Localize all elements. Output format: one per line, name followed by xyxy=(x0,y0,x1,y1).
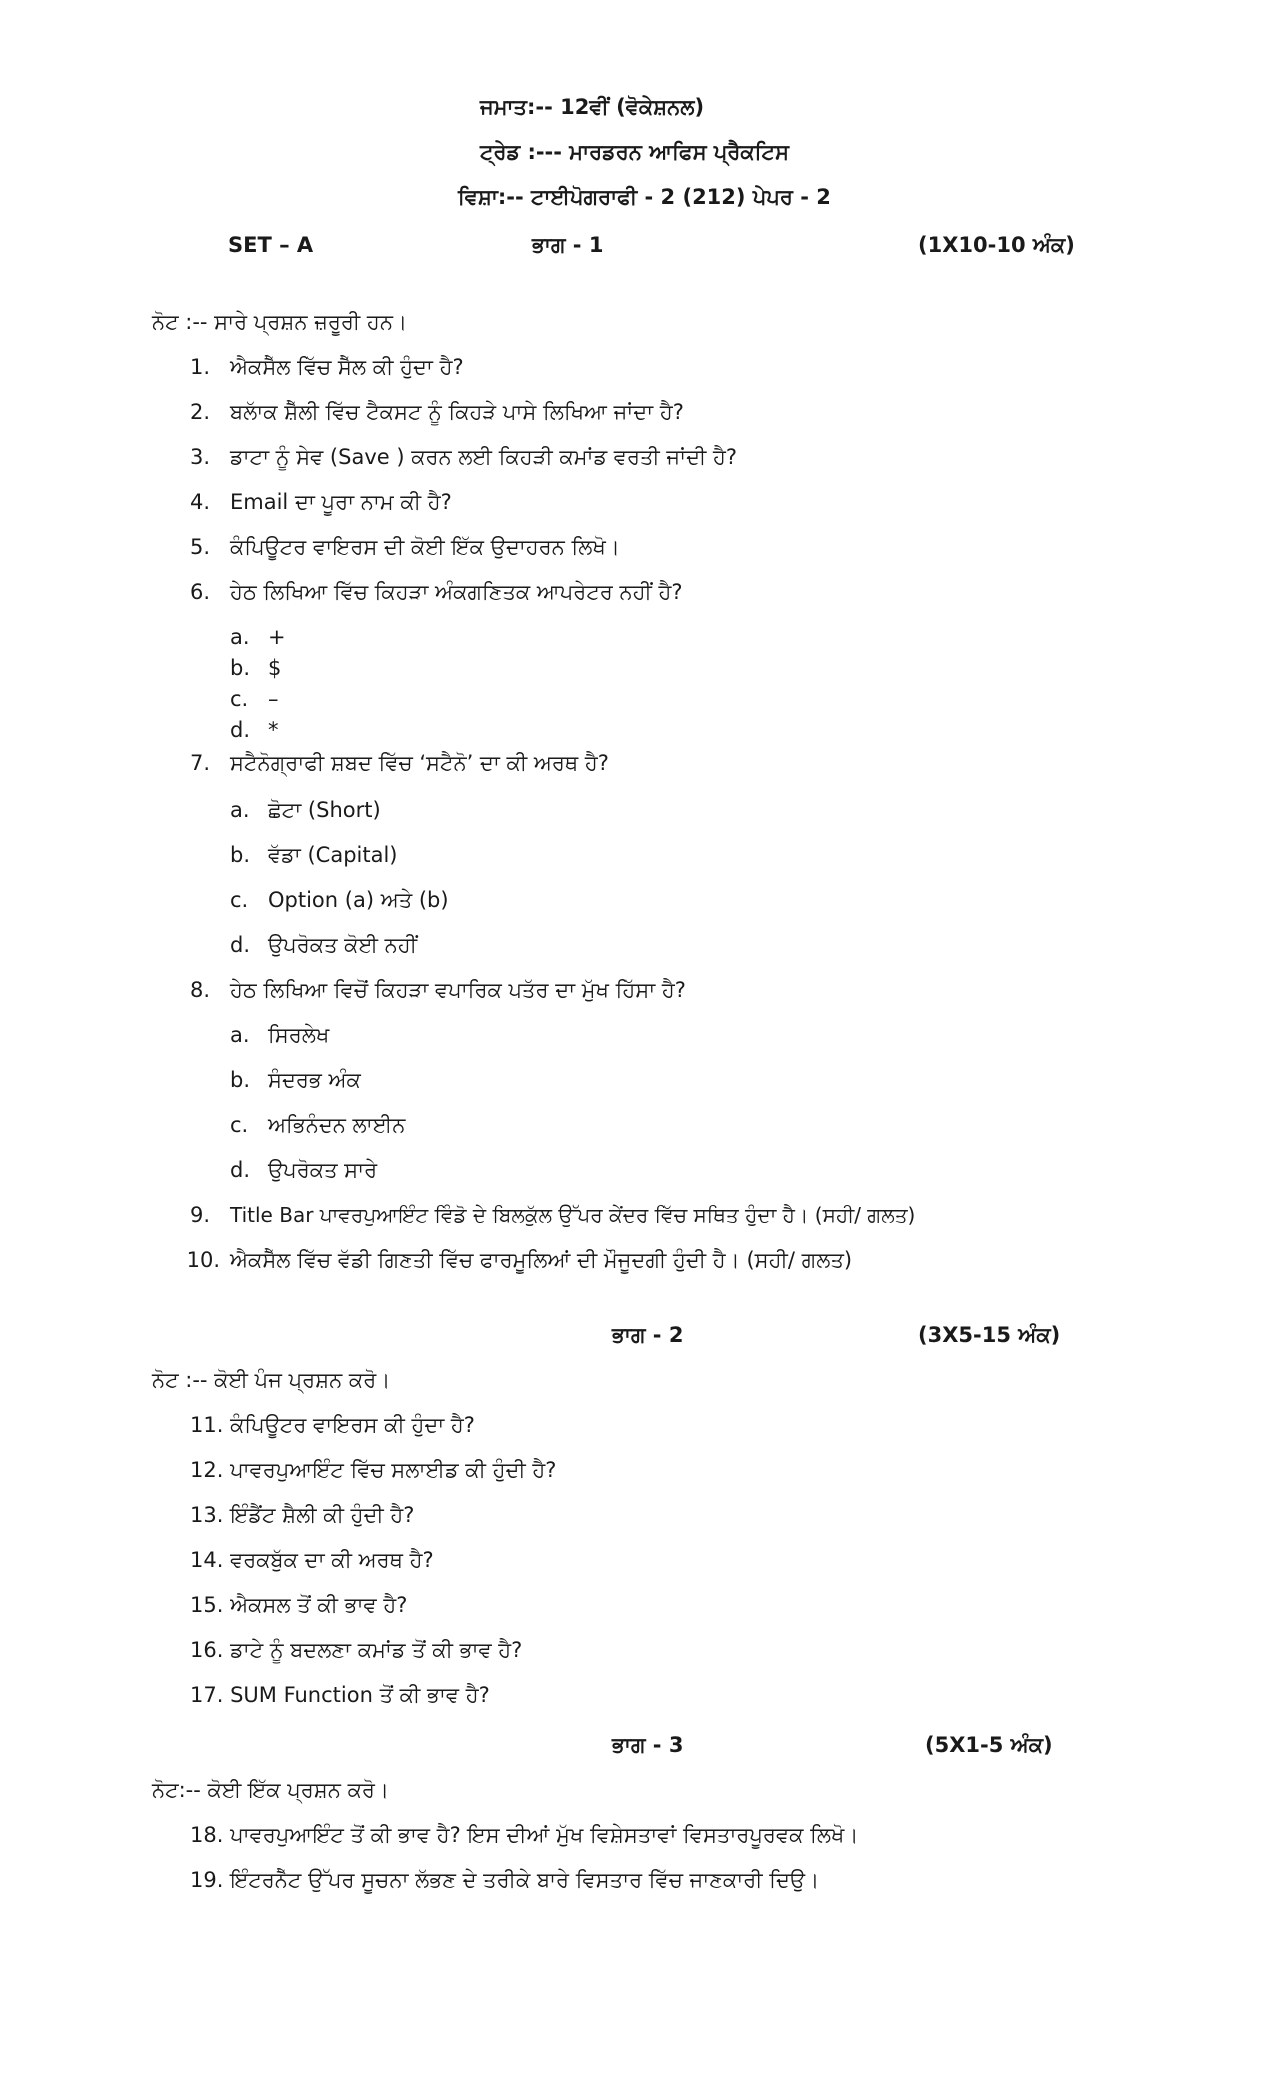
question-item: 19. ਇੰਟਰਨੈੱਟ ਉੱਪਰ ਸੂਚਨਾ ਲੱਭਣ ਦੇ ਤਰੀਕੇ ਬਾਰੇ ਵਿਸਤਾਰ ਵਿੱਚ ਜਾਣਕਾਰੀ ਦਿਉ। xyxy=(190,1868,820,1892)
option-text: ਅਭਿਨੰਦਨ ਲਾਈਨ xyxy=(268,1113,406,1137)
option-text: Option (a) ਅਤੇ (b) xyxy=(268,888,449,912)
option-text: * xyxy=(268,718,279,742)
question-text: Title Bar ਪਾਵਰਪੁਆਇੰਟ ਵਿੰਡੋ ਦੇ ਬਿਲਕੁੱਲ ਉੱਪਰ ਕੇਂਦਰ ਵਿੱਚ ਸਥਿਤ ਹੁੰਦਾ ਹੈ। (ਸਹੀ/ ਗਲਤ) xyxy=(230,1203,916,1227)
question-number: 8. xyxy=(189,978,210,1002)
question-item: 12. ਪਾਵਰਪੁਆਇੰਟ ਵਿੱਚ ਸਲਾਈਡ ਕੀ ਹੁੰਦੀ ਹੈ? xyxy=(190,1458,557,1482)
subject-line: ਵਿਸ਼ਾ:-- ਟਾਈਪੋਗਰਾਫੀ - 2 (212) ਪੇਪਰ - 2 xyxy=(458,185,831,209)
option-label: b. xyxy=(230,1068,251,1092)
question-text: ਹੇਠ ਲਿਖਿਆ ਵਿੱਚ ਕਿਹੜਾ ਅੰਕਗਣਿਤਕ ਆਪਰੇਟਰ ਨਹੀਂ ਹੈ? xyxy=(230,580,683,604)
question-text: ਸਟੈਨੋਗ੍ਰਾਫੀ ਸ਼ਬਦ ਵਿੱਚ ‘ਸਟੈਨੋ’ ਦਾ ਕੀ ਅਰਥ ਹੈ? xyxy=(230,751,609,775)
question-number: 2. xyxy=(189,400,210,424)
option-text: + xyxy=(268,625,286,649)
question-number: 6. xyxy=(189,580,210,604)
option-label: a. xyxy=(230,625,250,649)
option-label: c. xyxy=(230,687,249,711)
option-text: ਉਪਰੋਕਤ ਸਾਰੇ xyxy=(268,1158,378,1182)
trade-line: ਟ੍ਰੇਡ :--- ਮਾਰਡਰਨ ਆਫਿਸ ਪ੍ਰੈਕਟਿਸ xyxy=(480,140,789,164)
question-number: 9. xyxy=(189,1203,210,1227)
part2-marks: (3X5-15 ਅੰਕ) xyxy=(918,1323,1061,1347)
question-text: ਐਕਸੈੱਲ ਵਿੱਚ ਸੈੱਲ ਕੀ ਹੁੰਦਾ ਹੈ? xyxy=(230,355,464,379)
option-text: ਸਿਰਲੇਖ xyxy=(268,1023,330,1047)
question-text: ਬਲਾੱਕ ਸ਼ੈੱਲੀ ਵਿੱਚ ਟੈਕਸਟ ਨੂੰ ਕਿਹੜੇ ਪਾਸੇ ਲਿਖਿਆ ਜਾਂਦਾ ਹੈ? xyxy=(230,400,684,424)
question-item: 18. ਪਾਵਰਪੁਆਇੰਟ ਤੋਂ ਕੀ ਭਾਵ ਹੈ? ਇਸ ਦੀਆਂ ਮੁੱਖ ਵਿਸ਼ੇਸਤਾਵਾਂ ਵਿਸਤਾਰਪੂਰਵਕ ਲਿਖੋ। xyxy=(190,1823,859,1847)
set-label: SET – A xyxy=(228,233,314,257)
option-label: d. xyxy=(230,1158,251,1182)
option-text: ਛੋਟਾ (Short) xyxy=(268,798,381,822)
option-text: ਵੱਡਾ (Capital) xyxy=(268,843,398,867)
question-item: 16. ਡਾਟੇ ਨੂੰ ਬਦਲਣਾ ਕਮਾਂਡ ਤੋਂ ਕੀ ਭਾਵ ਹੈ? xyxy=(190,1638,523,1662)
question-item: 11. ਕੰਪਿਊਟਰ ਵਾਇਰਸ ਕੀ ਹੁੰਦਾ ਹੈ? xyxy=(190,1413,475,1437)
class-line: ਜਮਾਤ:-- 12ਵੀਂ (ਵੋਕੇਸ਼ਨਲ) xyxy=(480,95,705,119)
part1-marks: (1X10-10 ਅੰਕ) xyxy=(918,233,1075,257)
question-number: 7. xyxy=(189,751,210,775)
question-number: 4. xyxy=(189,490,210,514)
question-text: ਐਕਸੈੱਲ ਵਿੱਚ ਵੱਡੀ ਗਿਣਤੀ ਵਿੱਚ ਫਾਰਮੂਲਿਆਂ ਦੀ ਮੌਜੂਦਗੀ ਹੁੰਦੀ ਹੈ। (ਸਹੀ/ ਗਲਤ) xyxy=(230,1248,853,1272)
part3-title: ਭਾਗ - 3 xyxy=(612,1733,684,1757)
question-number: 3. xyxy=(189,445,210,469)
question-item: 13. ਇੰਡੈਂਟ ਸ਼ੈਲੀ ਕੀ ਹੁੰਦੀ ਹੈ? xyxy=(190,1503,415,1527)
option-label: b. xyxy=(230,843,251,867)
question-number: 5. xyxy=(189,535,210,559)
option-label: c. xyxy=(230,1113,249,1137)
option-label: a. xyxy=(230,798,250,822)
option-label: b. xyxy=(230,656,251,680)
question-number: 1. xyxy=(189,355,210,379)
part1-note: ਨੋਟ :-- ਸਾਰੇ ਪ੍ਰਸ਼ਨ ਜ਼ਰੂਰੀ ਹਨ। xyxy=(152,310,408,334)
option-text: $ xyxy=(268,656,282,680)
option-text: ਸੰਦਰਭ ਅੰਕ xyxy=(268,1068,361,1092)
question-text: ਕੰਪਿਊਟਰ ਵਾਇਰਸ ਦੀ ਕੋਈ ਇੱਕ ਉਦਾਹਰਨ ਲਿਖੋ। xyxy=(230,535,620,559)
option-label: c. xyxy=(230,888,249,912)
part3-note: ਨੋਟ:-- ਕੋਈ ਇੱਕ ਪ੍ਰਸ਼ਨ ਕਰੋ। xyxy=(152,1778,390,1802)
question-number: 10. xyxy=(186,1248,220,1272)
part1-title: ਭਾਗ - 1 xyxy=(532,233,604,257)
option-label: a. xyxy=(230,1023,250,1047)
option-text: – xyxy=(268,687,279,711)
question-text: Email ਦਾ ਪੂਰਾ ਨਾਮ ਕੀ ਹੈ? xyxy=(230,490,452,514)
question-item: 14. ਵਰਕਬੁੱਕ ਦਾ ਕੀ ਅਰਥ ਹੈ? xyxy=(190,1548,434,1572)
part2-note: ਨੋਟ :-- ਕੋਈ ਪੰਜ ਪ੍ਰਸ਼ਨ ਕਰੋ। xyxy=(152,1368,391,1392)
option-label: d. xyxy=(230,718,251,742)
question-item: 15. ਐਕਸਲ ਤੋਂ ਕੀ ਭਾਵ ਹੈ? xyxy=(190,1593,408,1617)
question-item: 17. SUM Function ਤੋਂ ਕੀ ਭਾਵ ਹੈ? xyxy=(190,1683,490,1707)
part3-marks: (5X1-5 ਅੰਕ) xyxy=(925,1733,1053,1757)
option-text: ਉਪਰੋਕਤ ਕੋਈ ਨਹੀਂ xyxy=(268,933,418,957)
question-text: ਡਾਟਾ ਨੂੰ ਸੇਵ (Save ) ਕਰਨ ਲਈ ਕਿਹੜੀ ਕਮਾਂਡ ਵਰਤੀ ਜਾਂਦੀ ਹੈ? xyxy=(230,445,738,469)
part2-title: ਭਾਗ - 2 xyxy=(612,1323,684,1347)
option-label: d. xyxy=(230,933,251,957)
question-text: ਹੇਠ ਲਿਖਿਆ ਵਿਚੋਂ ਕਿਹੜਾ ਵਪਾਰਿਕ ਪਤੱਰ ਦਾ ਮੁੱਖ ਹਿੱਸਾ ਹੈ? xyxy=(230,978,686,1002)
